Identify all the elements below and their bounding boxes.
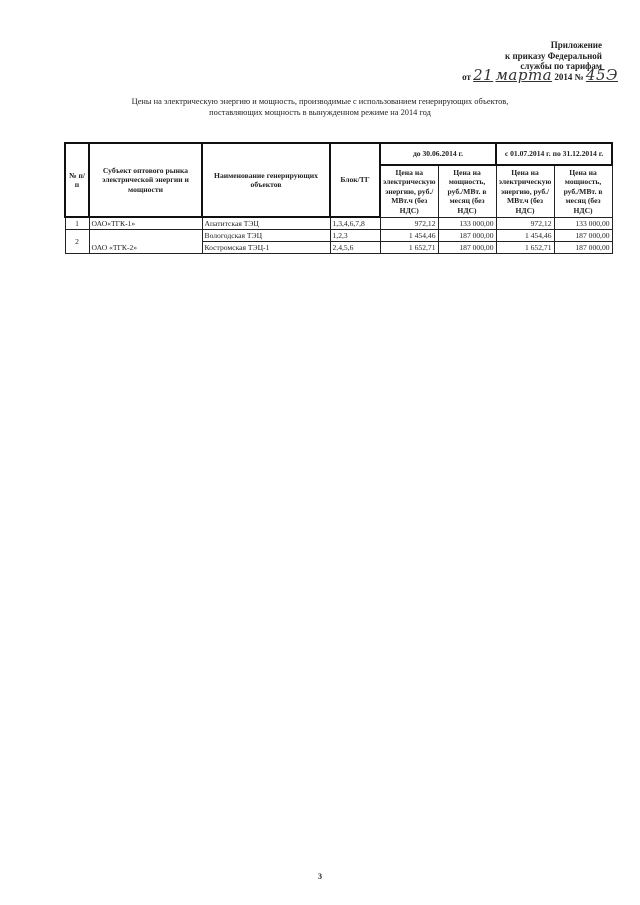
row-power-price-2: 187 000,00 — [554, 230, 612, 242]
header-period-1: до 30.06.2014 г. — [380, 143, 496, 165]
appendix-order-ref: к приказу Федеральной — [505, 50, 602, 61]
document-title — [60, 96, 580, 118]
header-object: Наименование генерирующих объектов — [202, 143, 330, 217]
order-from-label: от — [462, 72, 471, 82]
header-p1-energy: Цена на электрическую энергию, руб./МВт.ч (без НДС) — [380, 165, 438, 217]
table-row — [65, 230, 612, 242]
row-no: 1 — [65, 217, 89, 230]
row-energy-price-1: 1 652,71 — [380, 242, 438, 254]
row-block: 2,4,5,6 — [330, 242, 380, 254]
title-line-2: поставляющих мощность в вынужденном режиме на 2014 год — [209, 108, 431, 117]
row-object: Апатитская ТЭЦ — [202, 217, 330, 230]
row-energy-price-2: 1 454,46 — [496, 230, 554, 242]
row-power-price-2: 133 000,00 — [554, 217, 612, 230]
header-p1-power: Цена на мощность, руб./МВт. в месяц (без НДС) — [438, 165, 496, 217]
order-day-handwritten: 21 — [473, 66, 494, 84]
row-energy-price-1: 1 454,46 — [380, 230, 438, 242]
row-energy-price-2: 972,12 — [496, 217, 554, 230]
row-object: Вологодская ТЭЦ — [202, 230, 330, 242]
table-row — [65, 217, 612, 230]
row-subject: ОАО «ТГК-2» — [89, 230, 202, 254]
order-number-handwritten: 45Э — [585, 66, 618, 84]
row-power-price-1: 187 000,00 — [438, 242, 496, 254]
row-power-price-1: 187 000,00 — [438, 230, 496, 242]
order-year-label: 2014 № — [554, 72, 584, 82]
appendix-service: службы по тарифам — [520, 61, 602, 71]
order-month-handwritten: марта — [495, 66, 553, 84]
header-p2-energy: Цена на электрическую энергию, руб./МВт.ч (без НДС) — [496, 165, 554, 217]
header-block: Блок/ТГ — [330, 143, 380, 217]
header-p2-power: Цена на мощность, руб./МВт. в месяц (без НДС) — [554, 165, 612, 217]
page-number: 3 — [318, 872, 322, 881]
row-block: 1,3,4,6,7,8 — [330, 217, 380, 230]
prices-table — [64, 142, 613, 254]
row-no: 2 — [65, 230, 89, 254]
row-subject: ОАО«ТГК-1» — [89, 217, 202, 230]
row-energy-price-1: 972,12 — [380, 217, 438, 230]
header-no: № п/п — [65, 143, 89, 217]
row-power-price-1: 133 000,00 — [438, 217, 496, 230]
header-subject: Субъект оптового рынка электрической энергии и мощности — [89, 143, 202, 217]
header-period-2: с 01.07.2014 г. по 31.12.2014 г. — [496, 143, 612, 165]
row-energy-price-2: 1 652,71 — [496, 242, 554, 254]
row-block: 1,2,3 — [330, 230, 380, 242]
order-date-line — [448, 66, 618, 84]
appendix-title: Приложение — [550, 40, 602, 50]
title-line-1: Цены на электрическую энергию и мощность, производимые с использованием генерирующих объектов, — [131, 97, 509, 106]
row-object: Костромская ТЭЦ-1 — [202, 242, 330, 254]
row-power-price-2: 187 000,00 — [554, 242, 612, 254]
